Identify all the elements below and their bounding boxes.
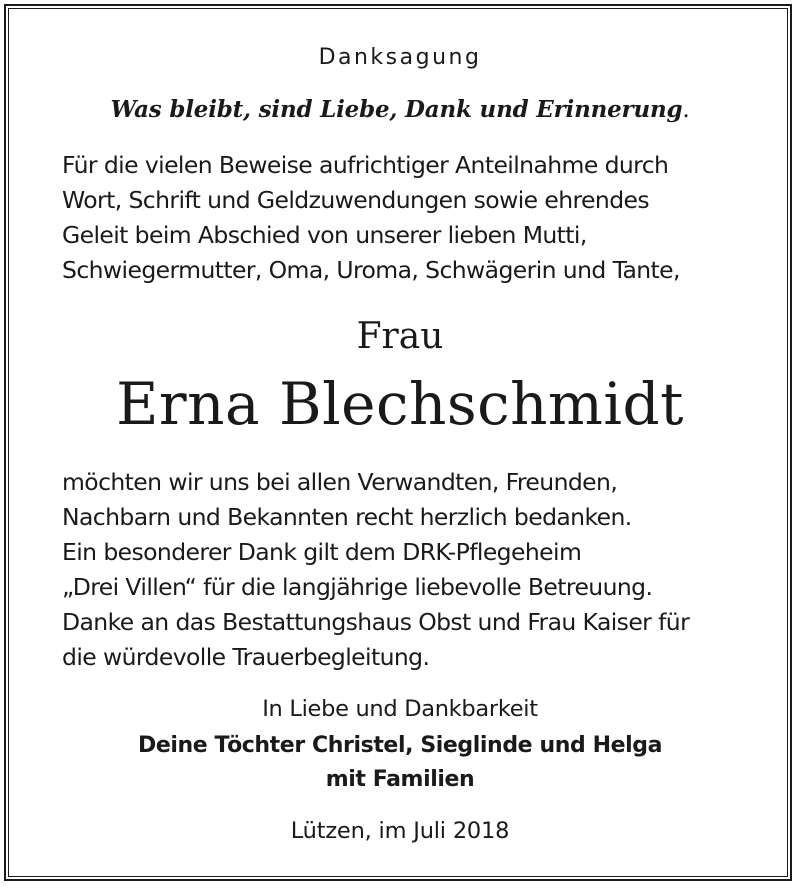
- notice-heading: Danksagung: [318, 45, 482, 70]
- motto-period: .: [682, 97, 690, 123]
- signers-names: Deine Töchter Christel, Sieglinde und Helga: [137, 733, 663, 758]
- deceased-name: Erna Blechschmidt: [116, 370, 684, 438]
- thanks-line: „Drei Villen“ für die langjährige liebevolle Betreuung.: [62, 573, 653, 601]
- thanks-line: möchten wir uns bei allen Verwandten, Freunden,: [62, 468, 618, 496]
- thanks-line: die würdevolle Trauerbegleitung.: [62, 643, 430, 671]
- thanks-line: Nachbarn und Bekannten recht herzlich bedanken.: [62, 503, 632, 531]
- place-and-date: Lützen, im Juli 2018: [290, 818, 510, 844]
- thanks-line: Ein besonderer Dank gilt dem DRK-Pflegeheim: [62, 538, 582, 566]
- motto-line: [0, 96, 800, 123]
- intro-paragraph: [62, 148, 752, 288]
- motto-text: Was bleibt, sind Liebe, Dank und Erinnerung: [110, 96, 683, 123]
- thanks-line: Danke an das Bestattungshaus Obst und Frau Kaiser für: [62, 608, 690, 636]
- intro-line: Geleit beim Abschied von unserer lieben Mutti,: [62, 221, 587, 249]
- intro-line: Für die vielen Beweise aufrichtiger Anteilnahme durch: [62, 151, 669, 179]
- thanks-paragraph: [62, 465, 752, 675]
- intro-line: Schwiegermutter, Oma, Uroma, Schwägerin und Tante,: [62, 256, 680, 284]
- closing-phrase: In Liebe und Dankbarkeit: [262, 696, 538, 722]
- signers-families: mit Familien: [325, 767, 475, 792]
- intro-line: Wort, Schrift und Geldzuwendungen sowie ehrendes: [62, 186, 650, 214]
- salutation: Frau: [356, 316, 444, 357]
